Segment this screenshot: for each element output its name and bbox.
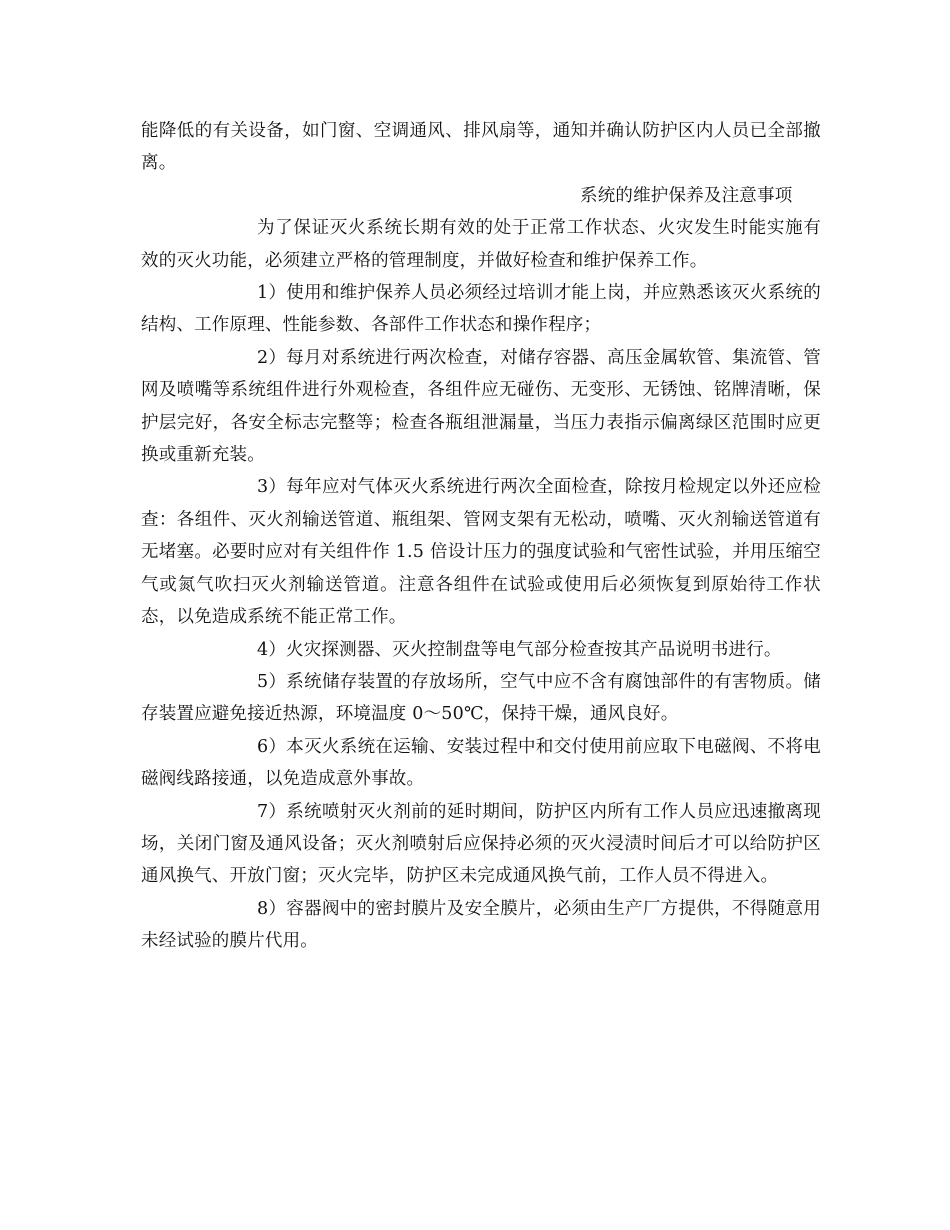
list-item-8: 8）容器阀中的密封膜片及安全膜片，必须由生产厂方提供，不得随意用未经试验的膜片代用。 <box>141 898 821 952</box>
continuation-paragraph: 能降低的有关设备，如门窗、空调通风、排风扇等，通知并确认防护区内人员已全部撤离。 <box>141 121 821 174</box>
document-body <box>141 115 821 958</box>
list-item-2: 2）每月对系统进行两次检查，对储存容器、高压金属软管、集流管、管网及喷嘴等系统组件进行外观检查，各组件应无碰伤、无变形、无锈蚀、铭牌清晰，保护层完好，各安全标志完整等；检查各瓶组泄漏量，当压力表指示偏离绿区范围时应更换或重新充装。 <box>141 347 821 466</box>
list-item-6: 6）本灭火系统在运输、安装过程中和交付使用前应取下电磁阀、不将电磁阀线路接通，以免造成意外事故。 <box>141 736 821 790</box>
intro-paragraph: 为了保证灭火系统长期有效的处于正常工作状态、火灾发生时能实施有效的灭火功能，必须建立严格的管理制度，并做好检查和维护保养工作。 <box>141 218 821 271</box>
list-item-4: 4）火灾探测器、灭火控制盘等电气部分检查按其产品说明书进行。 <box>257 639 782 660</box>
list-item-1: 1）使用和维护保养人员必须经过培训才能上岗，并应熟悉该灭火系统的结构、工作原理、性能参数、各部件工作状态和操作程序； <box>141 283 821 336</box>
list-item-5: 5）系统储存装置的存放场所，空气中应不含有腐蚀部件的有害物质。储存装置应避免接近热源，环境温度 0～50℃，保持干燥，通风良好。 <box>141 671 821 725</box>
section-title: 系统的维护保养及注意事项 <box>580 185 793 206</box>
list-item-7: 7）系统喷射灭火剂前的延时期间，防护区内所有工作人员应迅速撤离现场，关闭门窗及通风设备；灭火剂喷射后应保持必须的灭火浸渍时间后才可以给防护区通风换气、开放门窗；灭火完毕，防护区未完成通风换气前，工作人员不得进入。 <box>141 801 821 887</box>
list-item-3: 3）每年应对气体灭火系统进行两次全面检查，除按月检规定以外还应检查：各组件、灭火剂输送管道、瓶组架、管网支架有无松动，喷嘴、灭火剂输送管道有无堵塞。必要时应对有关组件作 1.5 倍设计压力的强度试验和气密性试验，并用压缩空气或氮气吹扫灭火剂输送管道。注意各组件在试验或使用后必须恢复到原始待工作状态，以免造成系统不能正常工作。 <box>141 477 821 628</box>
